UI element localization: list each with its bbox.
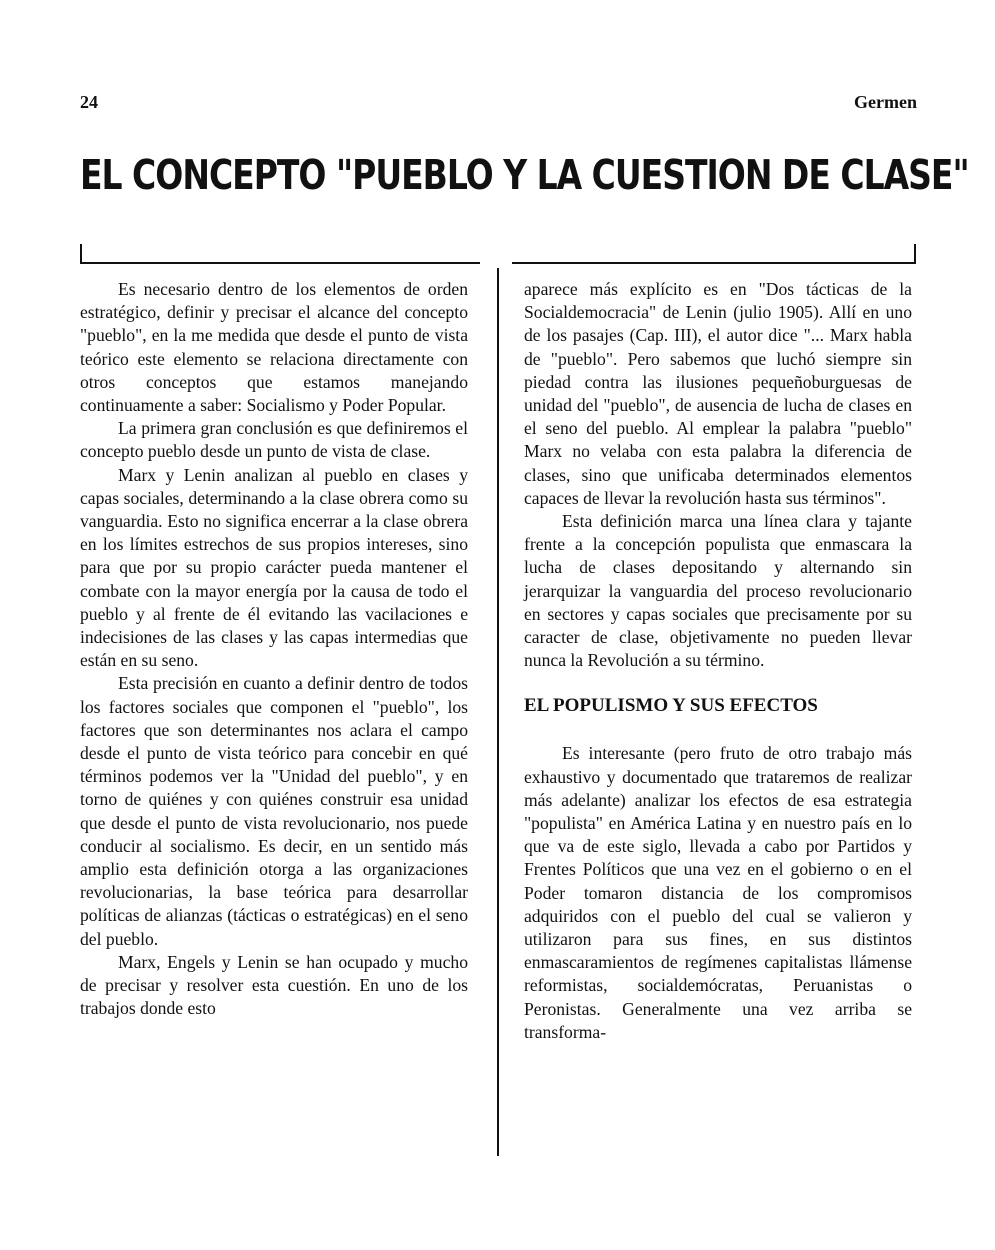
paragraph: Marx, Engels y Lenin se han ocupado y mucho de precisar y resolver esta cuestión. En uno de los trabajos donde esto — [80, 951, 468, 1019]
paragraph: Es interesante (pero fruto de otro trabajo más exhaustivo y documentado que trataremos de realizar más adelante) analizar los efectos de esa estrategia "populista" en América Latina y en nuestro país en lo que va de este siglo, llevada a cabo por Partidos y Frentes Políticos que una vez en el gobierno o en el Poder tomaron distancia de los compromisos adquiridos con el pueblo del cual se valieron y utilizaron para sus fines, en sus distintos enmascaramientos de regímenes capitalistas llámense reformistas, socialdemócratas, Peruanistas o Peronistas. Generalmente una vez arriba se transforma- — [524, 743, 912, 1042]
article-title: EL CONCEPTO "PUEBLO Y LA CUESTION DE CLASE" — [80, 150, 969, 199]
right-column — [524, 278, 912, 1044]
paragraph: Es necesario dentro de los elementos de orden estratégico, definir y precisar el alcance del concepto "pueblo", en la me medida que desde el punto de vista teórico este elemento se relaciona directamente con otros conceptos que estamos manejando continuamente a saber: Socialismo y Poder Popular. — [80, 279, 468, 416]
page-number: 24 — [80, 92, 98, 112]
title-rule-right — [512, 244, 916, 264]
left-column — [80, 278, 468, 1021]
paragraph: La primera gran conclusión es que definiremos el concepto pueblo desde un punto de vista de clase. — [80, 418, 468, 462]
running-head: Germen — [854, 92, 917, 112]
column-divider — [497, 268, 499, 1156]
paragraph-continued: aparece más explícito es en "Dos tácticas de la Socialdemocracia" de Lenin (julio 1905). Allí en uno de los pasajes (Cap. III), el autor dice "... Marx habla de "pueblo". Pero sabemos que luchó siempre sin piedad contra las ilusiones pequeñoburguesas de unidad del "pueblo", de ausencia de lucha de clases en el seno del pueblo. Al emplear la palabra "pueblo" Marx no velaba con esta palabra la diferencia de clases, sino que unificaba determinados elementos capaces de llevar la revolución hasta sus términos". — [524, 279, 912, 508]
title-rule-left — [80, 244, 480, 264]
section-heading: EL POPULISMO Y SUS EFECTOS — [524, 695, 818, 717]
paragraph: Marx y Lenin analizan al pueblo en clases y capas sociales, determinando a la clase obrera como su vanguardia. Esto no significa encerrar a la clase obrera en los límites estrechos de sus propios intereses, sino para que por su propio carácter pueda mantener el combate con la mayor energía por la causa de todo el pueblo y al frente de él evitando las vacilaciones e indecisiones de las clases y las capas intermedias que están en su seno. — [80, 464, 468, 671]
paragraph: Esta precisión en cuanto a definir dentro de todos los factores sociales que componen el "pueblo", los factores que son determinantes nos aclara el campo desde el punto de vista teórico para concebir en qué términos podemos ver la "Unidad del pueblo", y en torno de quiénes y con quiénes construir esa unidad que desde el punto de vista revolucionario, nos puede conducir al socialismo. Es decir, en un sentido más amplio esta definición otorga a las organizaciones revolucionarias, la base teórica para desarrollar políticas de alianzas (tácticas o estratégicas) en el seno del pueblo. — [80, 673, 468, 949]
paragraph: Esta definición marca una línea clara y tajante frente a la concepción populista que enmascara la lucha de clases depositando y alternando sin jerarquizar la vanguardia del proceso revolucionario en sectores y capas sociales que precisamente por su caracter de clase, objetivamente no pueden llevar nunca la Revolución a su término. — [524, 511, 912, 671]
